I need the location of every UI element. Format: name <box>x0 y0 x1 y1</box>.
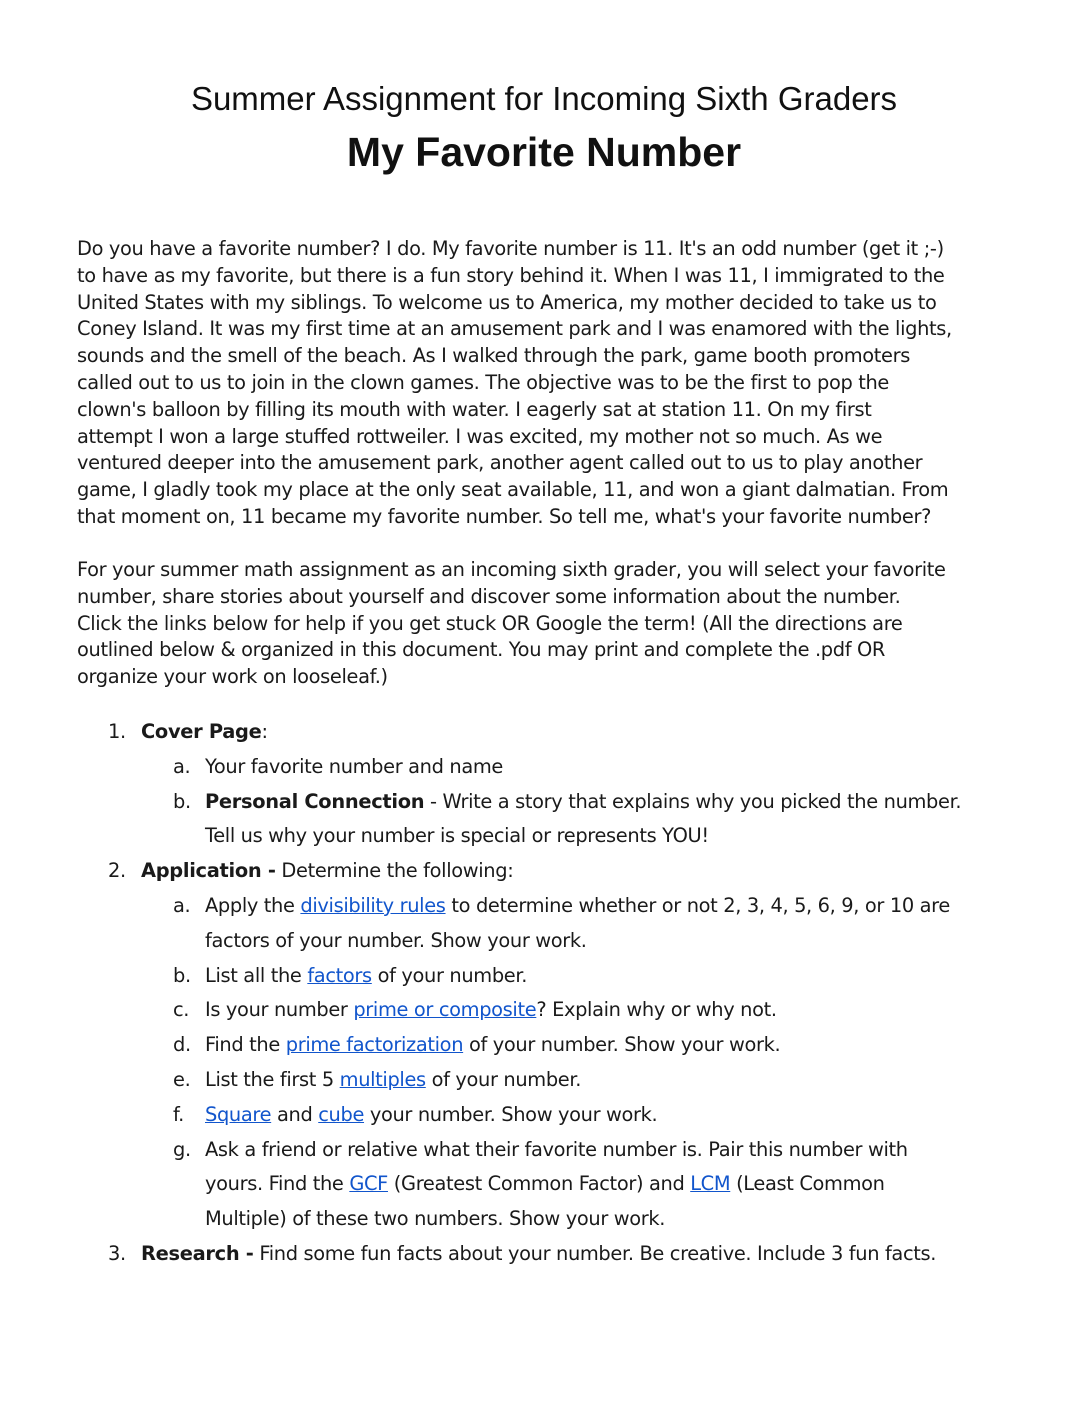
list-item-text: : <box>261 720 268 743</box>
text-line: number, share stories about yourself and discover some information about the number. <box>77 584 901 608</box>
sub-item-text: your number. Show your work. <box>364 1102 658 1126</box>
prime-or-composite-link[interactable]: prime or composite <box>353 998 537 1022</box>
sub-item-text: of your number. <box>371 963 528 987</box>
square-link[interactable]: Square <box>205 1102 272 1126</box>
document-title: My Favorite Number <box>346 129 742 175</box>
sub-item-text: (Least Common <box>730 1172 885 1196</box>
sub-item-text: ? Explain why or why not. <box>536 998 777 1022</box>
text-line: For your summer math assignment as an incoming sixth grader, you will select your favorite <box>77 558 946 581</box>
sub-item <box>0 1098 1088 1133</box>
intro-paragraph <box>77 236 1027 531</box>
sub-item-text: (Greatest Common Factor) and <box>387 1172 691 1196</box>
sub-item-letter: b. <box>173 963 191 987</box>
list-number: 1. <box>108 720 126 743</box>
sub-item-text: - Write a story that explains why you picked the number. <box>424 789 962 813</box>
text-line: organize your work on looseleaf.) <box>77 665 388 689</box>
sub-item <box>0 889 1088 959</box>
gcf-link[interactable]: GCF <box>349 1172 388 1196</box>
sub-item <box>0 959 1088 994</box>
list-item-application <box>0 854 1088 889</box>
text-line: Coney Island. It was my first time at an amusement park and I was enamored with the lights, <box>77 317 952 341</box>
sub-item <box>0 1063 1088 1098</box>
sub-item-text: Your favorite number and name <box>205 754 503 778</box>
text-line: called out to us to join in the clown games. The objective was to be the first to pop the <box>77 370 890 394</box>
text-line: that moment on, 11 became my favorite number. So tell me, what's your favorite number? <box>77 504 932 528</box>
sub-item-text: List all the <box>205 963 308 987</box>
text-line: outlined below & organized in this document. You may print and complete the .pdf OR <box>77 638 886 662</box>
sub-item-text: to determine whether or not 2, 3, 4, 5, 6, 9, or 10 are <box>445 893 950 917</box>
text-line: attempt I won a large stuffed rottweiler. I was excited, my mother not so much. As we <box>77 424 883 448</box>
text-line: United States with my siblings. To welcome us to America, my mother decided to take us to <box>77 290 937 314</box>
list-number: 3. <box>108 1241 126 1265</box>
divisibility-rules-link[interactable]: divisibility rules <box>300 893 446 917</box>
sub-item <box>0 1028 1088 1063</box>
sub-item-text: of your number. Show your work. <box>463 1033 781 1057</box>
sub-item-letter: a. <box>173 754 191 778</box>
sub-item-text: of your number. <box>425 1067 582 1091</box>
text-line: clown's balloon by filling its mouth with water. I eagerly sat at station 11. On my first <box>77 397 872 421</box>
sub-item-text: Is your number <box>205 998 354 1022</box>
prime-factorization-link[interactable]: prime factorization <box>285 1033 464 1057</box>
sub-item-text: Multiple) of these two numbers. Show your work. <box>205 1207 666 1231</box>
text-line: Do you have a favorite number? I do. My favorite number is 11. It's an odd number (get it ;-) <box>77 237 944 260</box>
factors-link[interactable]: factors <box>307 963 372 987</box>
list-item-text: Determine the following: <box>275 859 514 883</box>
text-line: sounds and the smell of the beach. As I walked through the park, game booth promoters <box>77 344 910 368</box>
sub-item <box>0 750 1088 785</box>
list-item-research <box>0 1237 1088 1272</box>
document-subtitle: Summer Assignment for Incoming Sixth Graders <box>190 80 898 117</box>
list-item-text: Find some fun facts about your number. Be creative. Include 3 fun facts. <box>253 1241 937 1265</box>
instructions-list <box>0 715 1088 1272</box>
cube-link[interactable]: cube <box>318 1102 365 1126</box>
text-line: ventured deeper into the amusement park, another agent called out to us to play another <box>77 451 923 475</box>
sub-item <box>0 785 1088 855</box>
sub-item-letter: g. <box>173 1137 191 1161</box>
list-item-label: Cover Page <box>141 720 262 743</box>
sub-item-letter: d. <box>173 1033 191 1057</box>
text-line: game, I gladly took my place at the only seat available, 11, and won a giant dalmatian. From <box>77 478 949 502</box>
list-item-label: Application - <box>141 859 276 883</box>
assignment-paragraph <box>77 557 1027 691</box>
list-number: 2. <box>108 859 126 883</box>
sub-item-text: List the first 5 <box>205 1067 340 1091</box>
sub-item-letter: c. <box>173 998 190 1022</box>
sub-item-letter: f. <box>173 1102 184 1126</box>
sub-item-text: Tell us why your number is special or represents YOU! <box>205 824 709 848</box>
sub-item-letter: e. <box>173 1067 191 1091</box>
sub-item-label: Personal Connection <box>205 789 425 813</box>
sub-item-text: Find the <box>205 1033 286 1057</box>
sub-item-text: Ask a friend or relative what their favorite number is. Pair this number with <box>205 1137 908 1161</box>
text-line: to have as my favorite, but there is a fun story behind it. When I was 11, I immigrated to the <box>77 263 945 287</box>
sub-item-text: factors of your number. Show your work. <box>205 928 587 952</box>
sub-item-text: Apply the <box>205 893 301 917</box>
multiples-link[interactable]: multiples <box>339 1067 426 1091</box>
text-line: Click the links below for help if you get stuck OR Google the term! (All the directions are <box>77 611 903 635</box>
sub-item <box>0 1133 1088 1237</box>
sub-item <box>0 993 1088 1028</box>
sub-item-letter: a. <box>173 893 191 917</box>
sub-item-letter: b. <box>173 789 191 813</box>
sub-item-text: yours. Find the <box>205 1172 350 1196</box>
list-item-cover-page <box>0 715 1088 750</box>
sub-item-text: and <box>271 1102 319 1126</box>
list-item-label: Research - <box>141 1241 254 1265</box>
lcm-link[interactable]: LCM <box>690 1172 731 1196</box>
